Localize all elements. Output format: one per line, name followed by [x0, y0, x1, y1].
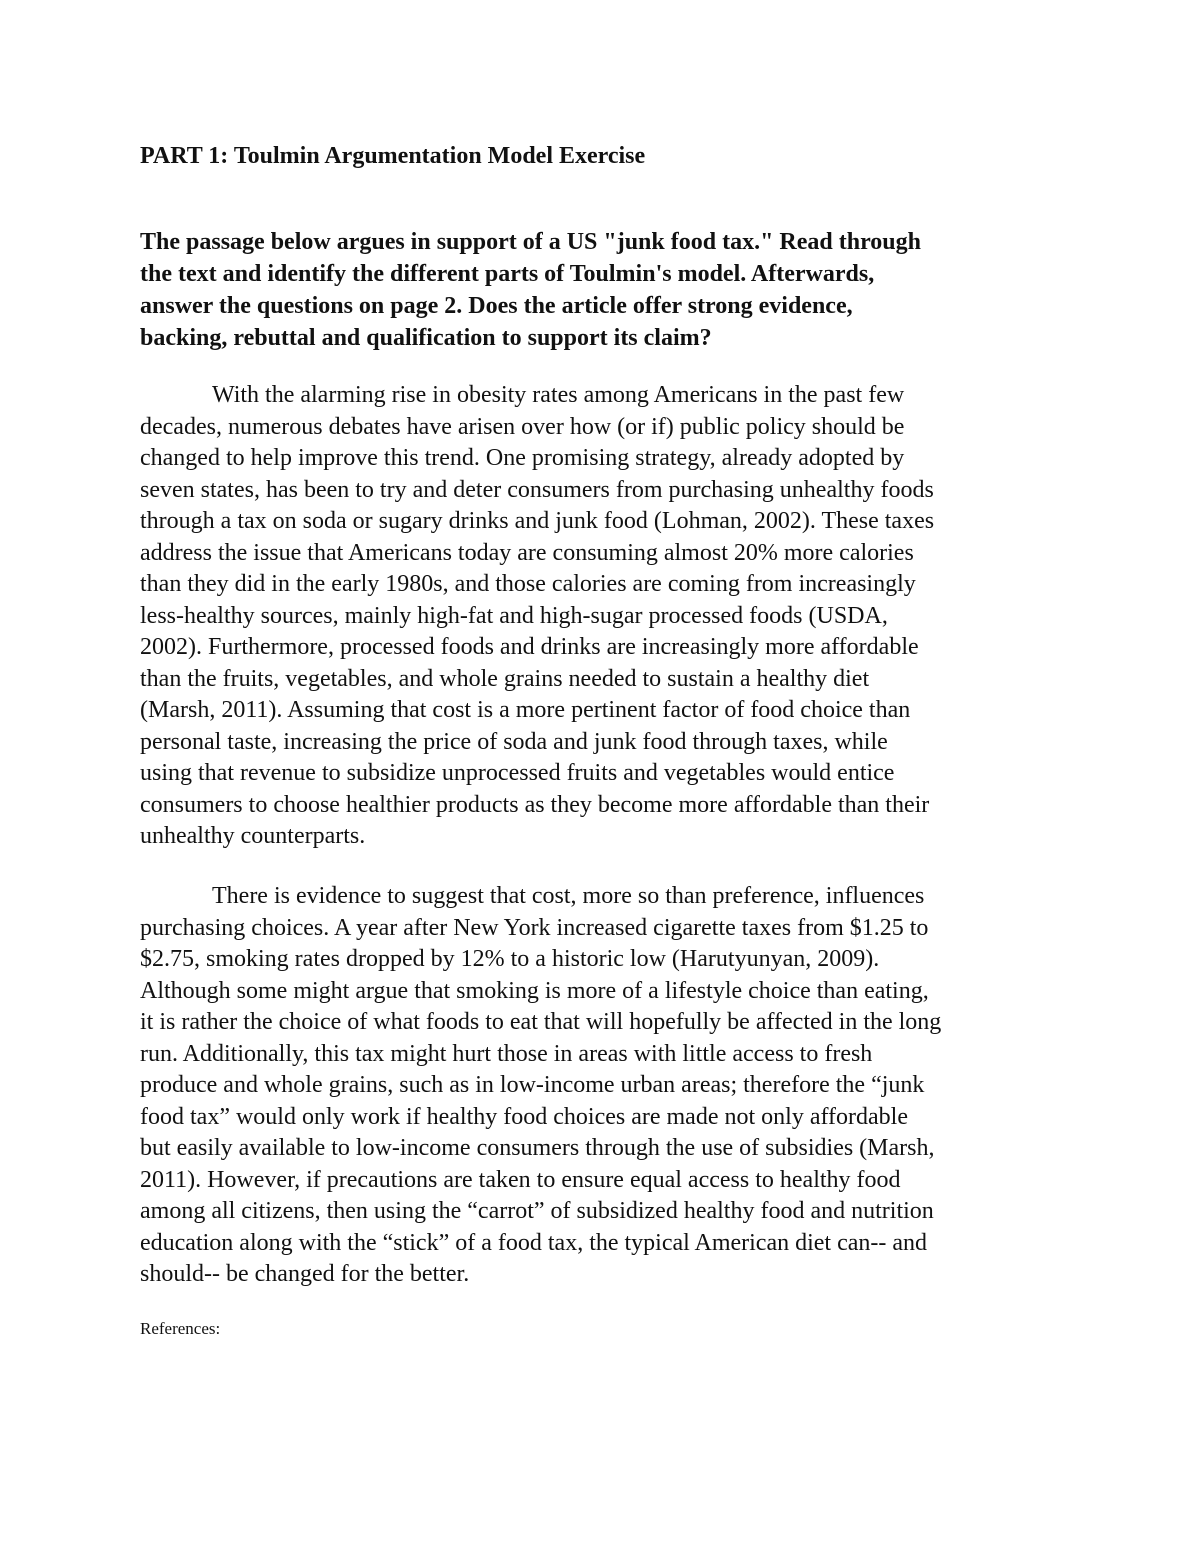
body-paragraph-1 — [140, 380, 1070, 853]
page-title: PART 1: Toulmin Argumentation Model Exercise — [140, 143, 646, 169]
paragraph-line: decades, numerous debates have arisen over how (or if) public policy should be — [140, 413, 905, 440]
paragraph-line: produce and whole grains, such as in low-income urban areas; therefore the “junk — [140, 1072, 925, 1098]
paragraph-line: it is rather the choice of what foods to eat that will hopefully be affected in the long — [140, 1009, 942, 1035]
paragraph-line: unhealthy counterparts. — [140, 823, 366, 849]
instructions-line: The passage below argues in support of a US "junk food tax." Read through — [140, 229, 921, 255]
paragraph-line: less-healthy sources, mainly high-fat and high-sugar processed foods (USDA, — [140, 602, 888, 629]
paragraph-line: run. Additionally, this tax might hurt those in areas with little access to fresh — [140, 1040, 873, 1067]
paragraph-line: but easily available to low-income consumers through the use of subsidies (Marsh, — [140, 1135, 935, 1161]
paragraph-line: 2011). However, if precautions are taken to ensure equal access to healthy food — [140, 1166, 901, 1193]
paragraph-line: among all citizens, then using the “carrot” of subsidized healthy food and nutrition — [140, 1198, 934, 1224]
paragraph-line: education along with the “stick” of a food tax, the typical American diet can-- and — [140, 1229, 928, 1256]
paragraph-line: address the issue that Americans today are consuming almost 20% more calories — [140, 539, 914, 566]
paragraph-line: food tax” would only work if healthy food choices are made not only affordable — [140, 1103, 908, 1130]
paragraph-line: than the fruits, vegetables, and whole grains needed to sustain a healthy diet — [140, 665, 870, 692]
paragraph-line: $2.75, smoking rates dropped by 12% to a historic low (Harutyunyan, 2009). — [140, 946, 880, 972]
references-label: References: — [140, 1319, 221, 1338]
body-paragraph-2 — [140, 881, 1070, 1291]
paragraph-line: purchasing choices. A year after New York increased cigarette taxes from $1.25 to — [140, 914, 929, 941]
paragraph-line: 2002). Furthermore, processed foods and drinks are increasingly more affordable — [140, 634, 919, 660]
instructions-line: answer the questions on page 2. Does the article offer strong evidence, — [140, 293, 853, 319]
paragraph-line: than they did in the early 1980s, and those calories are coming from increasingly — [140, 571, 916, 597]
instructions-paragraph — [140, 226, 1070, 354]
paragraph-line: Although some might argue that smoking is more of a lifestyle choice than eating, — [140, 977, 929, 1004]
paragraph-line: consumers to choose healthier products as they become more affordable than their — [140, 791, 930, 818]
instructions-line: backing, rebuttal and qualification to support its claim? — [140, 325, 712, 351]
paragraph-line: changed to help improve this trend. One promising strategy, already adopted by — [140, 445, 905, 471]
paragraph-line: (Marsh, 2011). Assuming that cost is a more pertinent factor of food choice than — [140, 697, 911, 723]
paragraph-line: using that revenue to subsidize unprocessed fruits and vegetables would entice — [140, 760, 895, 786]
paragraph-line: personal taste, increasing the price of soda and junk food through taxes, while — [140, 728, 888, 755]
paragraph-line: seven states, has been to try and deter consumers from purchasing unhealthy foods — [140, 476, 934, 503]
paragraph-line: There is evidence to suggest that cost, more so than preference, influences — [212, 883, 925, 909]
paragraph-line: With the alarming rise in obesity rates among Americans in the past few — [212, 382, 905, 408]
paragraph-line: should-- be changed for the better. — [140, 1261, 470, 1287]
paragraph-line: through a tax on soda or sugary drinks and junk food (Lohman, 2002). These taxes — [140, 508, 935, 534]
instructions-line: the text and identify the different parts of Toulmin's model. Afterwards, — [140, 261, 875, 287]
